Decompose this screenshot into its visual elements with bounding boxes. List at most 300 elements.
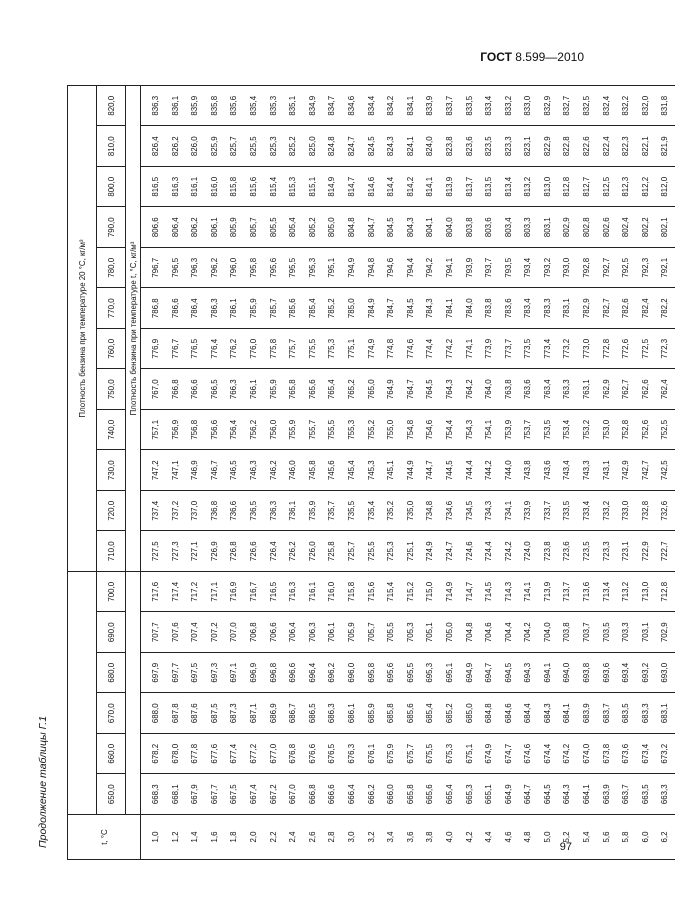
density-cell: 833,5	[460, 86, 480, 127]
density-cell: 702,9	[655, 612, 675, 653]
density-cell: 676,5	[322, 734, 342, 775]
density-cell: 675,7	[401, 734, 421, 775]
density-cell: 804,3	[401, 207, 421, 248]
density-cell: 803,3	[518, 207, 538, 248]
table-row	[342, 86, 362, 860]
density-cell: 747,2	[141, 450, 166, 491]
density-cell: 688,0	[141, 693, 166, 734]
density-cell: 784,7	[381, 288, 401, 329]
temperature-cell: 3,0	[342, 815, 362, 860]
density-cell: 804,7	[362, 207, 382, 248]
density-cell: 677,2	[244, 734, 264, 775]
density-cell: 695,3	[420, 653, 440, 694]
density-cell: 734,1	[499, 491, 519, 532]
density-cell: 805,4	[283, 207, 303, 248]
density-cell: 705,1	[420, 612, 440, 653]
density-cell: 723,6	[557, 531, 577, 572]
density-cell: 813,2	[518, 167, 538, 208]
density-cell: 824,5	[362, 126, 382, 167]
density-cell: 664,1	[577, 774, 597, 815]
density-cell: 786,6	[166, 288, 186, 329]
density-cell: 663,7	[616, 774, 636, 815]
density-cell: 675,1	[460, 734, 480, 775]
density-cell: 683,3	[636, 693, 656, 734]
density-cell: 823,8	[440, 126, 460, 167]
density-cell: 786,1	[224, 288, 244, 329]
density-cell: 782,2	[655, 288, 675, 329]
temperature-cell: 4,6	[499, 815, 519, 860]
density-cell: 766,1	[244, 369, 264, 410]
density-cell: 712,8	[655, 572, 675, 613]
density-cell: 696,0	[342, 653, 362, 694]
density-cell: 826,4	[141, 126, 166, 167]
temperature-cell: 6,2	[655, 815, 675, 860]
density-cell: 753,0	[597, 410, 617, 451]
density-cell: 764,0	[479, 369, 499, 410]
density-table	[67, 85, 675, 860]
density-cell: 744,0	[499, 450, 519, 491]
density-cell: 784,9	[362, 288, 382, 329]
density-cell: 815,8	[224, 167, 244, 208]
density-cell: 763,3	[557, 369, 577, 410]
density-cell: 742,5	[655, 450, 675, 491]
density-cell: 764,9	[381, 369, 401, 410]
density-cell: 794,2	[420, 248, 440, 289]
density-cell: 665,6	[420, 774, 440, 815]
group-header-t: Плотность бензина при температуре t, °C, кг/м³	[126, 86, 141, 572]
density-cell: 796,2	[205, 248, 225, 289]
density-cell: 765,2	[342, 369, 362, 410]
density-cell: 755,5	[322, 410, 342, 451]
density-cell: 724,2	[499, 531, 519, 572]
density-cell: 704,0	[538, 612, 558, 653]
density-cell: 745,3	[362, 450, 382, 491]
density-cell: 714,9	[440, 572, 460, 613]
density-cell: 703,7	[577, 612, 597, 653]
density-cell: 774,6	[401, 329, 421, 370]
density-cell: 823,1	[518, 126, 538, 167]
density-cell: 823,3	[499, 126, 519, 167]
density-cell: 813,5	[479, 167, 499, 208]
density-cell: 694,7	[479, 653, 499, 694]
temperature-cell: 2,2	[264, 815, 284, 860]
density-cell: 795,1	[322, 248, 342, 289]
density-cell: 772,8	[597, 329, 617, 370]
density-cell: 796,7	[141, 248, 166, 289]
density-cell: 794,9	[342, 248, 362, 289]
density-cell: 674,2	[557, 734, 577, 775]
density-cell: 684,1	[557, 693, 577, 734]
density-cell: 713,6	[577, 572, 597, 613]
table-row	[420, 86, 440, 860]
density-cell: 832,9	[538, 86, 558, 127]
density-cell: 756,4	[224, 410, 244, 451]
density-cell: 725,1	[401, 531, 421, 572]
density-cell: 694,9	[460, 653, 480, 694]
density-column-header: 750,0	[97, 369, 126, 410]
density-cell: 706,1	[322, 612, 342, 653]
table-row	[303, 86, 323, 860]
density-cell: 833,2	[499, 86, 519, 127]
density-cell: 754,8	[401, 410, 421, 451]
density-cell: 775,5	[303, 329, 323, 370]
temperature-cell: 2,0	[244, 815, 264, 860]
density-cell: 743,6	[538, 450, 558, 491]
density-cell: 704,8	[460, 612, 480, 653]
density-cell: 813,4	[499, 167, 519, 208]
density-cell: 715,6	[362, 572, 382, 613]
density-cell: 726,6	[244, 531, 264, 572]
density-cell: 786,3	[205, 288, 225, 329]
density-cell: 743,3	[577, 450, 597, 491]
density-cell: 823,6	[460, 126, 480, 167]
density-cell: 806,1	[205, 207, 225, 248]
density-cell: 697,9	[141, 653, 166, 694]
density-cell: 743,1	[597, 450, 617, 491]
density-cell: 716,3	[283, 572, 303, 613]
density-cell: 736,1	[283, 491, 303, 532]
density-cell: 806,4	[166, 207, 186, 248]
density-cell: 756,0	[264, 410, 284, 451]
density-cell: 803,1	[538, 207, 558, 248]
density-cell: 667,4	[244, 774, 264, 815]
density-cell: 746,7	[205, 450, 225, 491]
density-cell: 834,2	[381, 86, 401, 127]
density-cell: 776,5	[185, 329, 205, 370]
density-cell: 756,9	[166, 410, 186, 451]
density-cell: 664,3	[557, 774, 577, 815]
density-cell: 727,3	[166, 531, 186, 572]
density-cell: 796,3	[185, 248, 205, 289]
density-cell: 713,4	[597, 572, 617, 613]
temperature-cell: 3,6	[401, 815, 421, 860]
density-cell: 812,7	[577, 167, 597, 208]
density-cell: 736,5	[244, 491, 264, 532]
density-cell: 832,5	[577, 86, 597, 127]
density-cell: 814,2	[401, 167, 421, 208]
density-cell: 726,9	[205, 531, 225, 572]
temperature-cell: 4,4	[479, 815, 499, 860]
density-cell: 814,4	[381, 167, 401, 208]
density-cell: 674,6	[518, 734, 538, 775]
density-cell: 835,8	[205, 86, 225, 127]
density-cell: 687,3	[224, 693, 244, 734]
table-row	[264, 86, 284, 860]
density-cell: 734,6	[440, 491, 460, 532]
density-cell: 685,0	[460, 693, 480, 734]
density-cell: 765,8	[283, 369, 303, 410]
density-cell: 753,2	[577, 410, 597, 451]
density-column-header: 710,0	[97, 531, 126, 572]
density-cell: 815,4	[264, 167, 284, 208]
density-cell: 694,0	[557, 653, 577, 694]
density-cell: 714,3	[499, 572, 519, 613]
density-cell: 684,8	[479, 693, 499, 734]
density-cell: 783,1	[557, 288, 577, 329]
density-cell: 821,9	[655, 126, 675, 167]
density-cell: 726,8	[224, 531, 244, 572]
density-cell: 716,0	[322, 572, 342, 613]
table-row	[141, 86, 166, 860]
density-cell: 754,1	[479, 410, 499, 451]
density-cell: 744,7	[420, 450, 440, 491]
density-cell: 802,6	[597, 207, 617, 248]
density-cell: 785,2	[322, 288, 342, 329]
density-cell: 757,1	[141, 410, 166, 451]
density-cell: 744,5	[440, 450, 460, 491]
density-cell: 804,8	[342, 207, 362, 248]
density-cell: 685,6	[401, 693, 421, 734]
density-cell: 752,8	[616, 410, 636, 451]
density-cell: 673,4	[636, 734, 656, 775]
density-cell: 826,2	[166, 126, 186, 167]
density-cell: 704,2	[518, 612, 538, 653]
density-cell: 754,6	[420, 410, 440, 451]
density-column-header: 760,0	[97, 329, 126, 370]
density-cell: 794,6	[381, 248, 401, 289]
density-cell: 724,4	[479, 531, 499, 572]
temperature-cell: 4,8	[518, 815, 538, 860]
density-cell: 714,1	[518, 572, 538, 613]
density-cell: 734,3	[479, 491, 499, 532]
density-cell: 704,4	[499, 612, 519, 653]
density-cell: 665,4	[440, 774, 460, 815]
density-cell: 745,8	[303, 450, 323, 491]
temperature-cell: 1,8	[224, 815, 244, 860]
density-cell: 782,7	[597, 288, 617, 329]
density-cell: 683,1	[655, 693, 675, 734]
density-column-header: 780,0	[97, 248, 126, 289]
density-cell: 673,2	[655, 734, 675, 775]
density-cell: 784,3	[420, 288, 440, 329]
density-cell: 766,5	[205, 369, 225, 410]
density-cell: 831,8	[655, 86, 675, 127]
density-cell: 667,7	[205, 774, 225, 815]
density-cell: 705,7	[362, 612, 382, 653]
table-row	[224, 86, 244, 860]
density-cell: 717,4	[166, 572, 186, 613]
density-cell: 673,6	[616, 734, 636, 775]
density-column-header: 800,0	[97, 167, 126, 208]
density-cell: 724,6	[460, 531, 480, 572]
density-cell: 685,2	[440, 693, 460, 734]
density-cell: 735,9	[303, 491, 323, 532]
density-cell: 752,6	[636, 410, 656, 451]
density-cell: 683,9	[577, 693, 597, 734]
density-cell: 773,7	[499, 329, 519, 370]
density-cell: 715,8	[342, 572, 362, 613]
density-cell: 675,9	[381, 734, 401, 775]
density-column-header: 730,0	[97, 450, 126, 491]
density-cell: 665,8	[401, 774, 421, 815]
density-column-header: 690,0	[97, 612, 126, 653]
density-cell: 763,1	[577, 369, 597, 410]
density-cell: 755,9	[283, 410, 303, 451]
density-cell: 785,4	[303, 288, 323, 329]
header-row-top	[68, 86, 97, 860]
density-cell: 795,8	[244, 248, 264, 289]
density-cell: 663,9	[597, 774, 617, 815]
density-cell: 723,5	[577, 531, 597, 572]
table-row	[636, 86, 656, 860]
density-column-header: 650,0	[97, 774, 126, 815]
density-cell: 792,7	[597, 248, 617, 289]
density-cell: 814,9	[322, 167, 342, 208]
density-cell: 755,2	[362, 410, 382, 451]
table-row	[166, 86, 186, 860]
table-row	[655, 86, 675, 860]
density-cell: 816,0	[205, 167, 225, 208]
density-cell: 674,7	[499, 734, 519, 775]
density-cell: 693,8	[577, 653, 597, 694]
density-cell: 826,0	[185, 126, 205, 167]
temperature-cell: 3,4	[381, 815, 401, 860]
density-cell: 774,2	[440, 329, 460, 370]
density-cell: 733,4	[577, 491, 597, 532]
density-cell: 783,6	[499, 288, 519, 329]
density-cell: 836,3	[141, 86, 166, 127]
density-cell: 773,4	[538, 329, 558, 370]
density-cell: 722,7	[655, 531, 675, 572]
density-cell: 677,4	[224, 734, 244, 775]
density-cell: 764,2	[460, 369, 480, 410]
density-cell: 815,1	[303, 167, 323, 208]
density-cell: 734,8	[420, 491, 440, 532]
density-cell: 697,7	[166, 653, 186, 694]
table-row	[185, 86, 205, 860]
density-cell: 774,1	[460, 329, 480, 370]
density-column-header: 670,0	[97, 693, 126, 734]
density-cell: 816,5	[141, 167, 166, 208]
density-cell: 714,7	[460, 572, 480, 613]
density-cell: 713,2	[616, 572, 636, 613]
density-cell: 754,3	[460, 410, 480, 451]
density-cell: 735,7	[322, 491, 342, 532]
density-cell: 686,3	[322, 693, 342, 734]
density-cell: 724,0	[518, 531, 538, 572]
density-cell: 725,5	[362, 531, 382, 572]
standard-designation	[480, 50, 584, 64]
density-cell: 785,0	[342, 288, 362, 329]
density-cell: 804,1	[420, 207, 440, 248]
density-cell: 695,1	[440, 653, 460, 694]
density-cell: 773,5	[518, 329, 538, 370]
density-cell: 685,9	[362, 693, 382, 734]
table-row	[538, 86, 558, 860]
density-cell: 707,2	[205, 612, 225, 653]
density-cell: 793,2	[538, 248, 558, 289]
density-cell: 693,2	[636, 653, 656, 694]
density-cell: 716,1	[303, 572, 323, 613]
density-cell: 816,1	[185, 167, 205, 208]
density-cell: 766,3	[224, 369, 244, 410]
standard-code: ГОСТ	[480, 50, 512, 64]
density-cell: 705,0	[440, 612, 460, 653]
density-cell: 774,9	[362, 329, 382, 370]
density-cell: 724,9	[420, 531, 440, 572]
density-cell: 746,5	[224, 450, 244, 491]
density-cell: 746,0	[283, 450, 303, 491]
density-cell: 802,8	[577, 207, 597, 248]
density-column-header: 790,0	[97, 207, 126, 248]
density-cell: 697,5	[185, 653, 205, 694]
density-cell: 767,0	[141, 369, 166, 410]
density-cell: 833,4	[479, 86, 499, 127]
density-cell: 775,1	[342, 329, 362, 370]
header-blank-left	[68, 572, 97, 815]
density-cell: 707,7	[141, 612, 166, 653]
density-cell: 824,8	[322, 126, 342, 167]
density-cell: 665,1	[479, 774, 499, 815]
density-cell: 833,7	[440, 86, 460, 127]
density-cell: 812,5	[597, 167, 617, 208]
density-cell: 733,0	[616, 491, 636, 532]
density-cell: 742,9	[616, 450, 636, 491]
density-cell: 697,1	[224, 653, 244, 694]
density-cell: 815,3	[283, 167, 303, 208]
temperature-cell: 6,0	[636, 815, 656, 860]
density-cell: 732,6	[655, 491, 675, 532]
rotated-content	[37, 85, 670, 860]
density-cell: 755,7	[303, 410, 323, 451]
density-cell: 723,8	[538, 531, 558, 572]
temperature-cell: 3,8	[420, 815, 440, 860]
density-cell: 693,0	[655, 653, 675, 694]
density-column-header: 770,0	[97, 288, 126, 329]
density-cell: 694,3	[518, 653, 538, 694]
density-cell: 762,9	[597, 369, 617, 410]
temperature-cell: 1,4	[185, 815, 205, 860]
density-cell: 784,0	[460, 288, 480, 329]
density-cell: 667,5	[224, 774, 244, 815]
density-cell: 715,0	[420, 572, 440, 613]
density-cell: 756,2	[244, 410, 264, 451]
density-cell: 696,4	[303, 653, 323, 694]
density-cell: 773,0	[577, 329, 597, 370]
density-cell: 802,1	[655, 207, 675, 248]
density-cell: 825,3	[264, 126, 284, 167]
density-cell: 733,9	[518, 491, 538, 532]
density-cell: 793,0	[557, 248, 577, 289]
density-cell: 833,0	[518, 86, 538, 127]
density-cell: 794,4	[401, 248, 421, 289]
density-cell: 794,8	[362, 248, 382, 289]
temperature-cell: 5,8	[616, 815, 636, 860]
density-cell: 677,6	[205, 734, 225, 775]
density-cell: 813,9	[440, 167, 460, 208]
density-cell: 725,8	[322, 531, 342, 572]
density-cell: 746,3	[244, 450, 264, 491]
density-cell: 776,0	[244, 329, 264, 370]
temperature-cell: 1,6	[205, 815, 225, 860]
density-cell: 812,0	[655, 167, 675, 208]
density-cell: 822,1	[636, 126, 656, 167]
density-cell: 723,1	[616, 531, 636, 572]
density-column-header: 740,0	[97, 410, 126, 451]
density-cell: 726,0	[303, 531, 323, 572]
density-cell: 706,3	[303, 612, 323, 653]
table-row	[460, 86, 480, 860]
density-cell: 706,8	[244, 612, 264, 653]
density-cell: 824,0	[420, 126, 440, 167]
density-cell: 783,3	[538, 288, 558, 329]
density-cell: 735,2	[381, 491, 401, 532]
density-cell: 835,9	[185, 86, 205, 127]
density-cell: 825,7	[224, 126, 244, 167]
density-cell: 713,9	[538, 572, 558, 613]
density-cell: 696,9	[244, 653, 264, 694]
table-row	[283, 86, 303, 860]
